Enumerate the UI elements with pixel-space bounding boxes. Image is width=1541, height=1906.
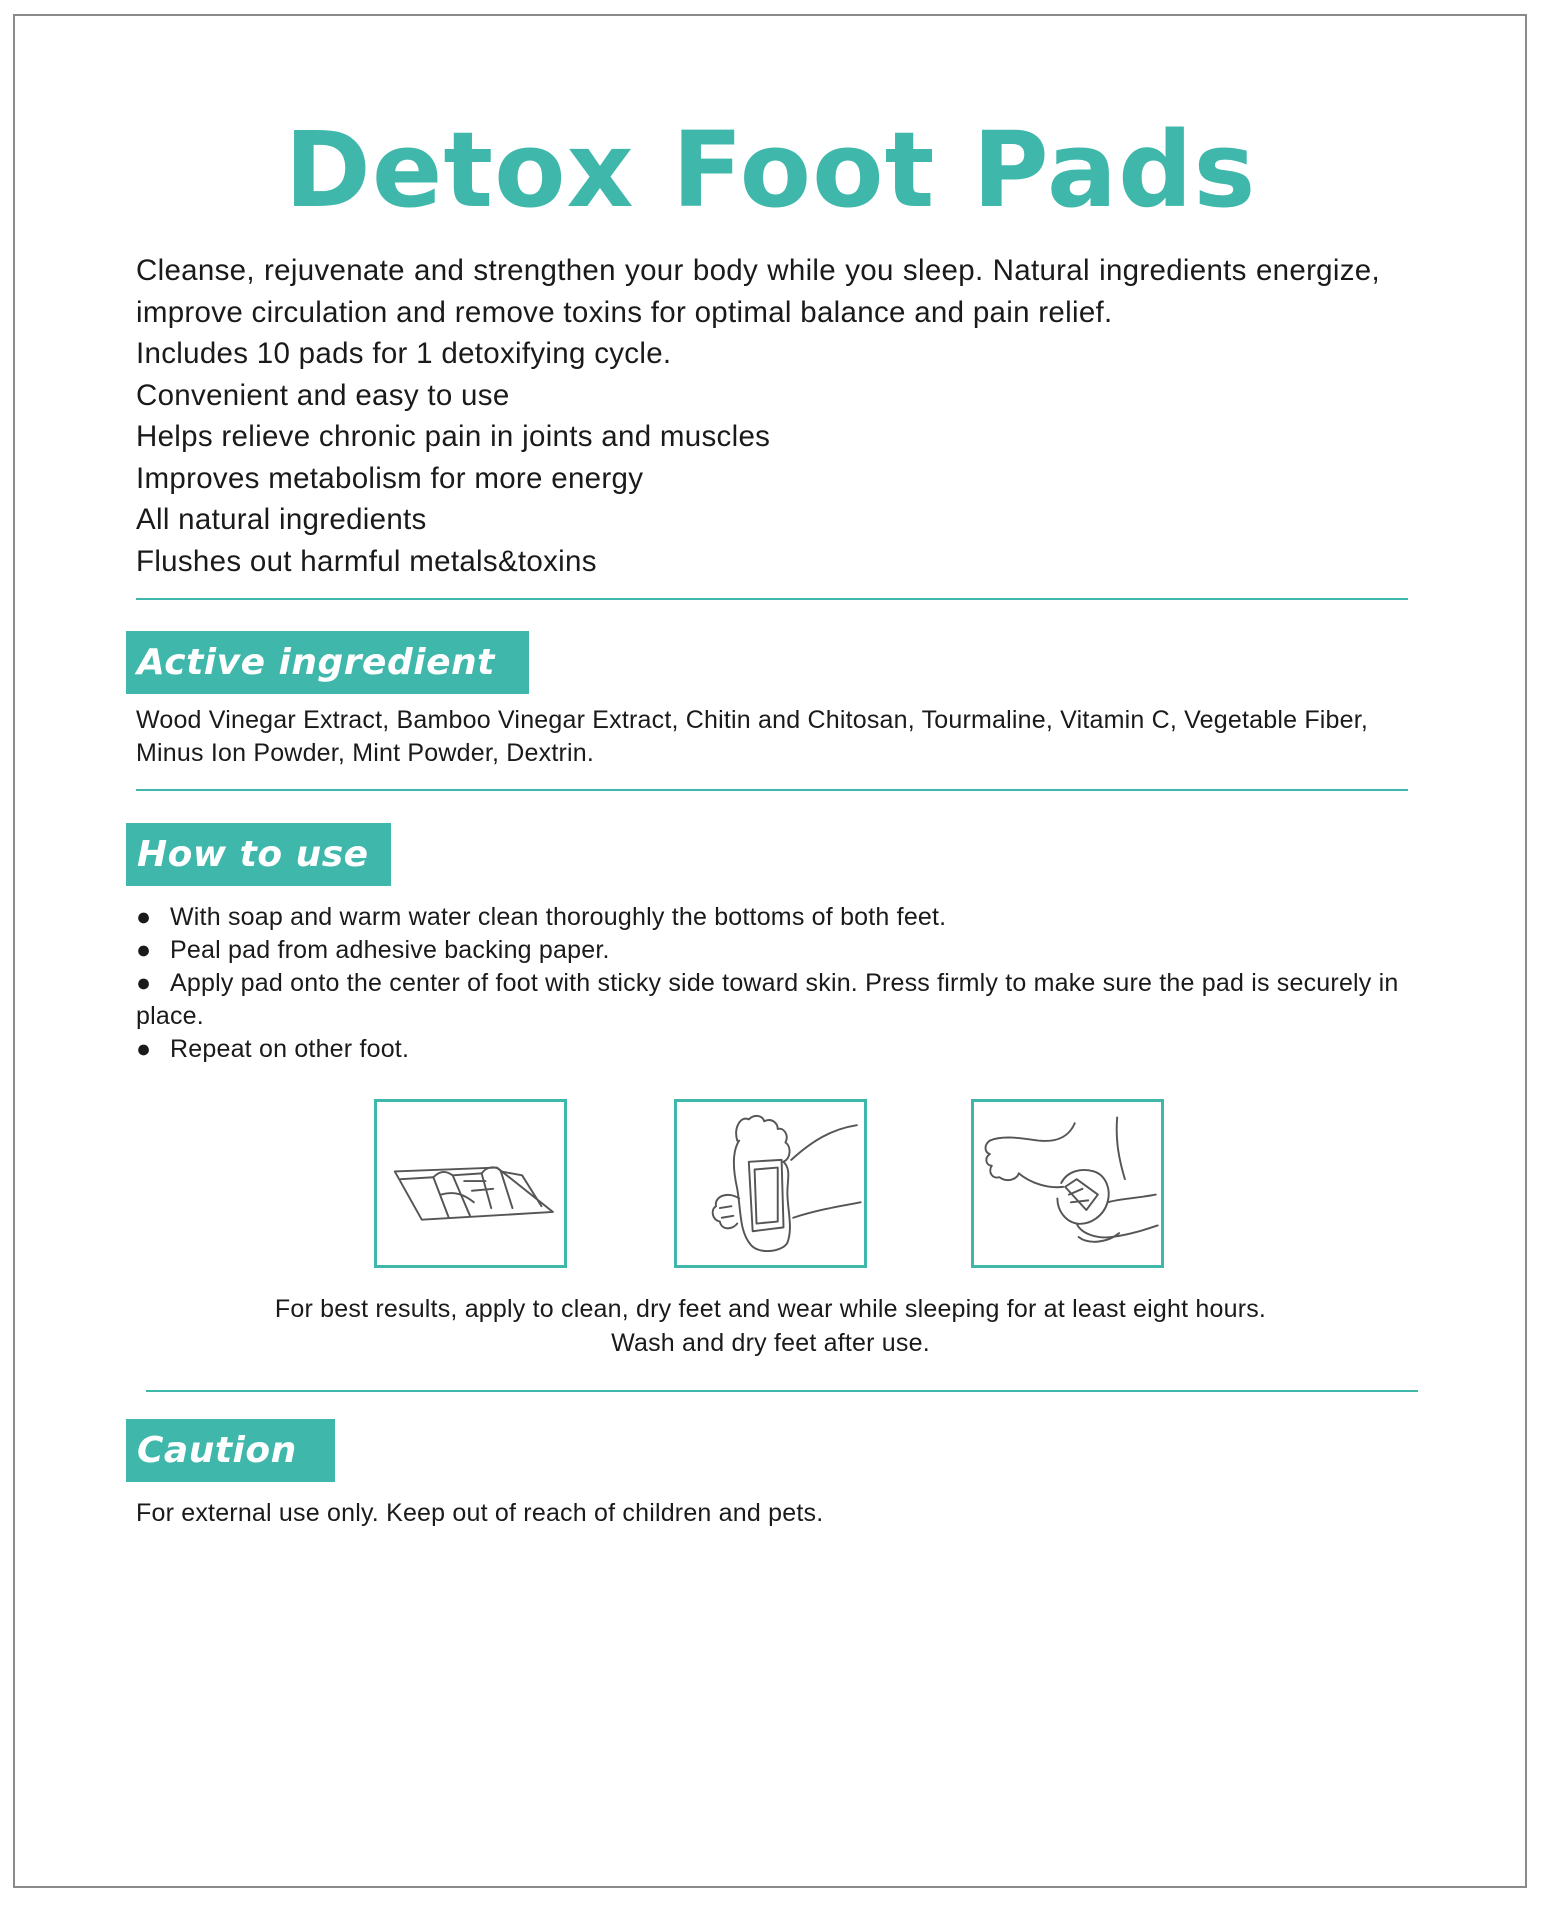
section-divider [146, 1390, 1418, 1392]
feature-line: Includes 10 pads for 1 detoxifying cycle. [136, 337, 672, 370]
usage-note [0, 1292, 1541, 1360]
how-to-use-steps [136, 901, 1406, 1066]
note-line: For best results, apply to clean, dry feet and wear while sleeping for at least eight hours. [274, 1295, 1267, 1323]
peel-pad-illustration [374, 1099, 567, 1268]
active-ingredient-text [136, 704, 1406, 770]
bullet-icon: ● [136, 969, 152, 997]
page-title: Detox Foot Pads [284, 109, 1257, 231]
press-pad-illustration [971, 1099, 1164, 1268]
usage-illustrations [0, 1099, 1541, 1271]
intro-section [136, 250, 1380, 582]
list-item [136, 1033, 1406, 1066]
step-text: Peal pad from adhesive backing paper. [170, 936, 610, 964]
caution-text: For external use only. Keep out of reach of children and pets. [136, 1499, 824, 1527]
ingredient-list: Wood Vinegar Extract, Bamboo Vinegar Extract, Chitin and Chitosan, Tourmaline, Vitamin C, Vegetable Fiber, Minus Ion Powder, Mint Powder, Dextrin. [136, 706, 1369, 767]
apply-pad-to-sole-illustration [674, 1099, 867, 1268]
feature-line: All natural ingredients [136, 503, 427, 536]
step-text: Repeat on other foot. [170, 1035, 410, 1063]
step-text: With soap and warm water clean thoroughly the bottoms of both feet. [170, 903, 947, 931]
caution-section [136, 1497, 1406, 1530]
list-item [136, 967, 1406, 1033]
caution-heading: Caution [126, 1419, 335, 1482]
active-ingredient-heading: Active ingredient [126, 631, 529, 694]
step-text: Apply pad onto the center of foot with sticky side toward skin. Press firmly to make sure the pad is securely in place. [136, 969, 1399, 1030]
list-item [136, 901, 1406, 934]
list-item [136, 934, 1406, 967]
feature-line: Improves metabolism for more energy [136, 461, 644, 495]
how-to-use-heading: How to use [126, 823, 391, 886]
bullet-icon: ● [136, 936, 152, 964]
note-line: Wash and dry feet after use. [611, 1329, 930, 1357]
intro-paragraph: Cleanse, rejuvenate and strengthen your body while you sleep. Natural ingredients energize, improve circulation and remove toxins for optimal balance and pain relief. [136, 254, 1380, 329]
feature-line: Flushes out harmful metals&toxins [136, 544, 597, 578]
bullet-icon: ● [136, 1035, 152, 1063]
feature-line: Convenient and easy to use [136, 378, 510, 412]
section-divider [136, 598, 1408, 600]
bullet-icon: ● [136, 903, 152, 931]
section-divider [136, 789, 1408, 791]
feature-line: Helps relieve chronic pain in joints and muscles [136, 420, 771, 453]
